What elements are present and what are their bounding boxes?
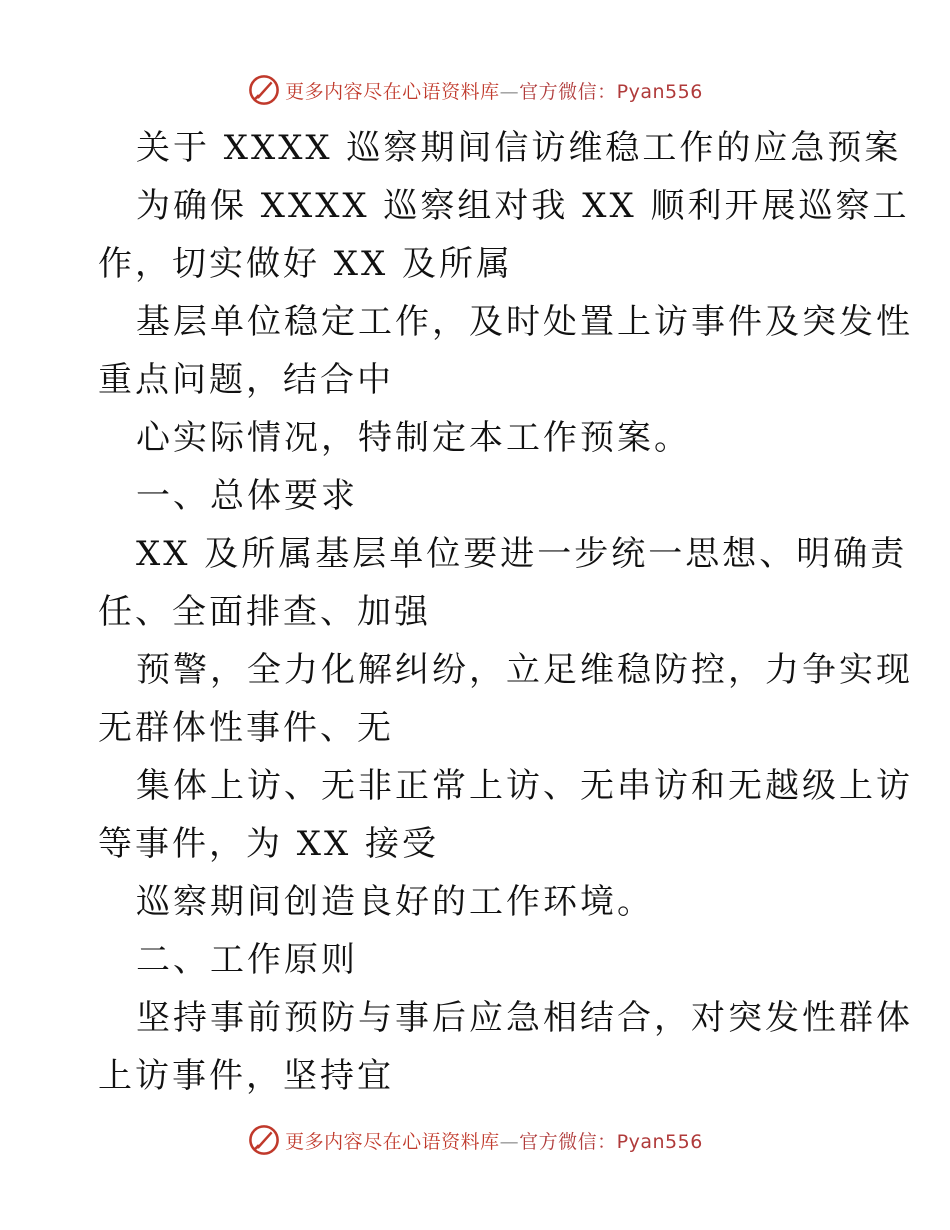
paragraph-line: 集体上访、无非正常上访、无串访和无越级上访 <box>136 766 913 806</box>
watermark-contact: 官方微信：Pyan556 <box>519 80 703 103</box>
paragraph-line: 坚持事前预防与事后应急相结合，对突发性群体 <box>136 998 913 1038</box>
paragraph-line: 基层单位稳定工作，及时处置上访事件及突发性 <box>136 302 913 342</box>
paragraph-line: 上访事件，坚持宜 <box>98 1056 394 1096</box>
watermark-site: 更多内容尽在心语资料库 <box>285 1130 500 1153</box>
paragraph-line: 作，切实做好 XX 及所属 <box>98 244 514 284</box>
footer-watermark-banner <box>0 1120 950 1160</box>
paragraph-line: 无群体性事件、无 <box>98 708 394 748</box>
paragraph-line: 巡察期间创造良好的工作环境。 <box>136 882 654 922</box>
paragraph-line: XX 及所属基层单位要进一步统一思想、明确责 <box>136 534 908 574</box>
paragraph-line: 重点问题，结合中 <box>98 360 394 400</box>
watermark-separator: — <box>499 1130 520 1153</box>
watermark-separator: — <box>499 80 520 103</box>
watermark-contact: 官方微信：Pyan556 <box>519 1130 703 1153</box>
paragraph-line: 任、全面排查、加强 <box>98 592 431 632</box>
feather-pen-logo-icon <box>247 1123 281 1157</box>
section-heading: 二、工作原则 <box>136 940 358 980</box>
document-title: 关于 XXXX 巡察期间信访维稳工作的应急预案 <box>136 128 902 168</box>
paragraph-line: 心实际情况，特制定本工作预案。 <box>136 418 691 458</box>
watermark-site: 更多内容尽在心语资料库 <box>285 80 500 103</box>
paragraph-line: 预警，全力化解纠纷，立足维稳防控，力争实现 <box>136 650 913 690</box>
paragraph-line: 等事件，为 XX 接受 <box>98 824 440 864</box>
paragraph-line: 为确保 XXXX 巡察组对我 XX 顺利开展巡察工 <box>136 186 910 226</box>
watermark-text <box>285 1127 703 1154</box>
section-heading: 一、总体要求 <box>136 476 358 516</box>
